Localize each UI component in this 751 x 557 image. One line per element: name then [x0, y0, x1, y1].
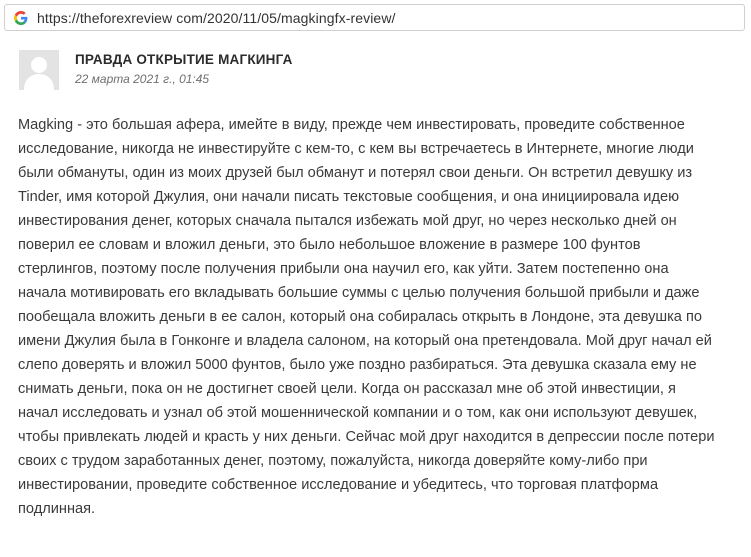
- comment-line: начала мотивировать его вкладывать большие суммы с целью получения большой прибыли и даже: [18, 285, 700, 301]
- comment-line: исследование, никогда не инвестируйте с кем-то, с кем вы встречаетесь в Интернете, многие люди: [18, 141, 694, 157]
- comment-line: чтобы привлекать людей и красть у них деньги. Сейчас мой друг находится в депрессии после потери: [18, 429, 715, 445]
- default-avatar-icon: [19, 50, 59, 90]
- comment-line: слепо доверять и вложил 5000 фунтов, было уже поздно разбираться. Эта девушка сказала ему не: [18, 357, 697, 373]
- comment-line: Tinder, имя которой Джулия, они начали писать текстовые сообщения, и она инициировала идею: [18, 189, 680, 205]
- google-g-icon: [14, 11, 28, 25]
- comment-line: подлинная.: [18, 501, 96, 517]
- address-bar[interactable]: [4, 4, 745, 31]
- url-text[interactable]: https://theforexreview com/2020/11/05/magkingfx-review/: [37, 9, 396, 26]
- comment-line: поверил ее словам и вложил деньги, это было небольшое вложение в размере 100 фунтов: [18, 237, 641, 253]
- comment-line: своих с трудом заработанных денег, поэтому, пожалуйста, никогда доверяйте кому-либо при: [18, 453, 648, 469]
- comment-body: [18, 113, 742, 521]
- comment-date[interactable]: 22 марта 2021 г., 01:45: [75, 72, 210, 86]
- comment-line: инвестирования денег, которых сначала пытался избежать мой друг, но через несколько дней он: [18, 213, 677, 229]
- comment-line: снимать деньги, пока он не достигнет своей цели. Когда он рассказал мне об этой инвестиции, я: [18, 381, 676, 397]
- comment-line: пообещала вложить деньги в ее салон, который она собиралась открыть в Лондоне, эта девушка по: [18, 309, 702, 325]
- comment-line: стерлингов, поэтому после получения прибыли она научил его, как уйти. Затем постепенно она: [18, 261, 669, 277]
- comment-line: Magking - это большая афера, имейте в виду, прежде чем инвестировать, проведите собственное: [18, 117, 685, 133]
- comment-author[interactable]: ПРАВДА ОТКРЫТИЕ МАГКИНГА: [75, 52, 293, 67]
- comment-line: инвестировании, проведите собственное исследование и убедитесь, что торговая платформа: [18, 477, 659, 493]
- comment-line: имени Джулия была в Гонконге и владела салоном, на который она претендовала. Мой друг начал ей: [18, 333, 712, 349]
- comment-line: начал исследовать и узнал об этой мошеннической компании и о том, как они используют девушек,: [18, 405, 698, 421]
- comment-line: были обмануты, один из моих друзей был обманут и потерял свои деньги. Он встретил девушку из: [18, 165, 693, 181]
